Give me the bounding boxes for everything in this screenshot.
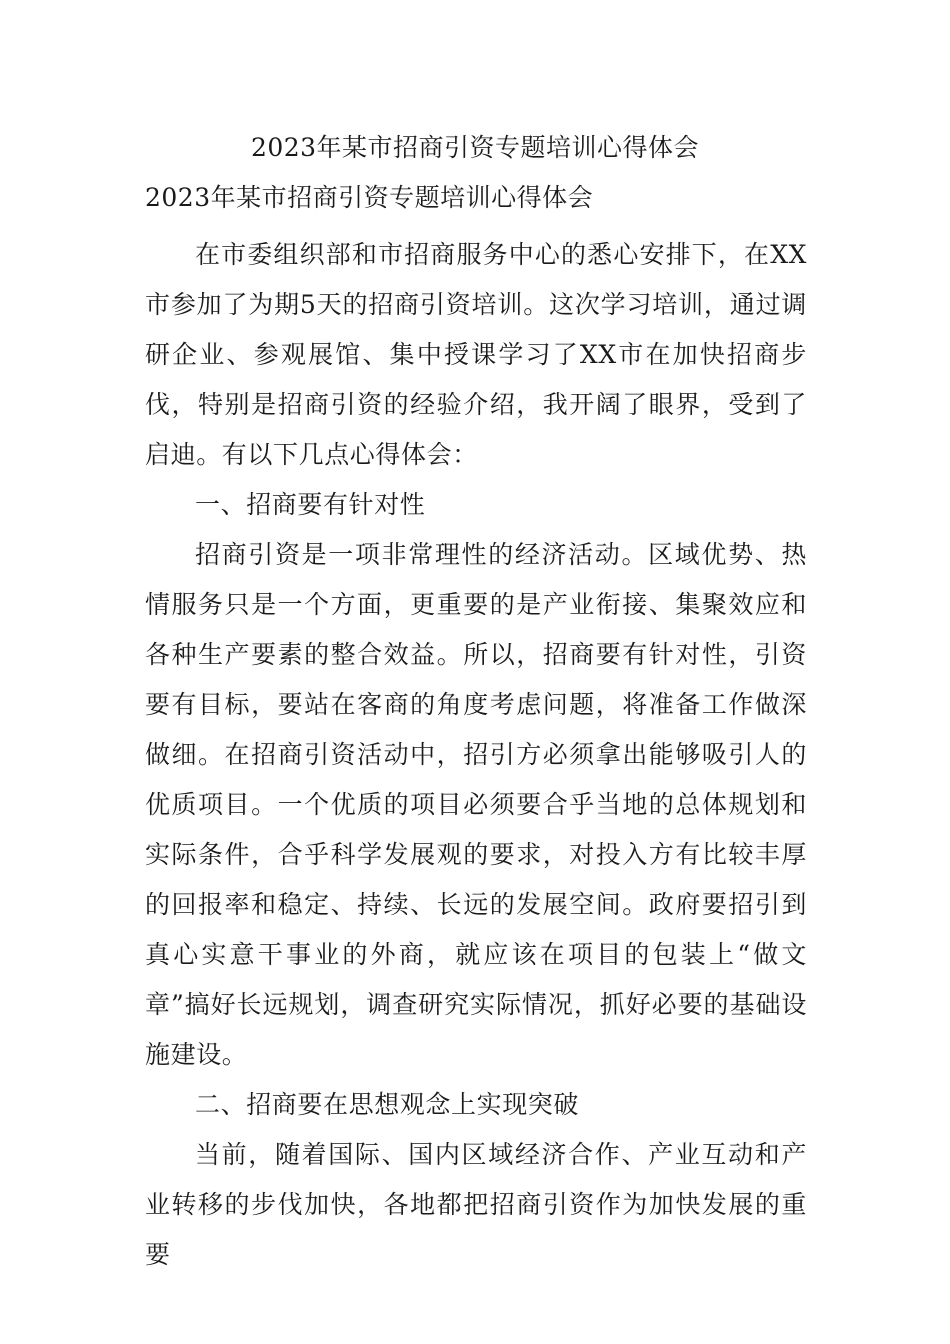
paragraph-intro: 在市委组织部和市招商服务中心的悉心安排下，在XX市参加了为期5天的招商引资培训。这次学习培训，通过调研企业、参观展馆、集中授课学习了XX市在加快招商步伐，特别是招商引资的经验介绍，我开阔了眼界，受到了启迪。有以下几点心得体会： — [145, 240, 807, 469]
document-title: 2023年某市招商引资专题培训心得体会 — [250, 133, 700, 162]
document-subtitle: 2023年某市招商引资专题培训心得体会 — [145, 183, 594, 212]
section-heading-2: 二、招商要在思想观念上实现突破 — [195, 1090, 580, 1119]
document-body — [145, 230, 807, 1280]
paragraph-section-2: 当前，随着国际、国内区域经济合作、产业互动和产业转移的步伐加快，各地都把招商引资作为加快发展的重要 — [145, 1140, 807, 1269]
paragraph-section-1: 招商引资是一项非常理性的经济活动。区域优势、热情服务只是一个方面，更重要的是产业衔接、集聚效应和各种生产要素的整合效益。所以，招商要有针对性，引资要有目标，要站在客商的角度考虑问题，将准备工作做深做细。在招商引资活动中，招引方必须拿出能够吸引人的优质项目。一个优质的项目必须要合乎当地的总体规划和实际条件，合乎科学发展观的要求，对投入方有比较丰厚的回报率和稳定、持续、长远的发展空间。政府要招引到真心实意干事业的外商，就应该在项目的包装上“做文章”搞好长远规划，调查研究实际情况，抓好必要的基础设施建设。 — [145, 540, 807, 1069]
section-heading-1: 一、招商要有针对性 — [195, 490, 426, 519]
